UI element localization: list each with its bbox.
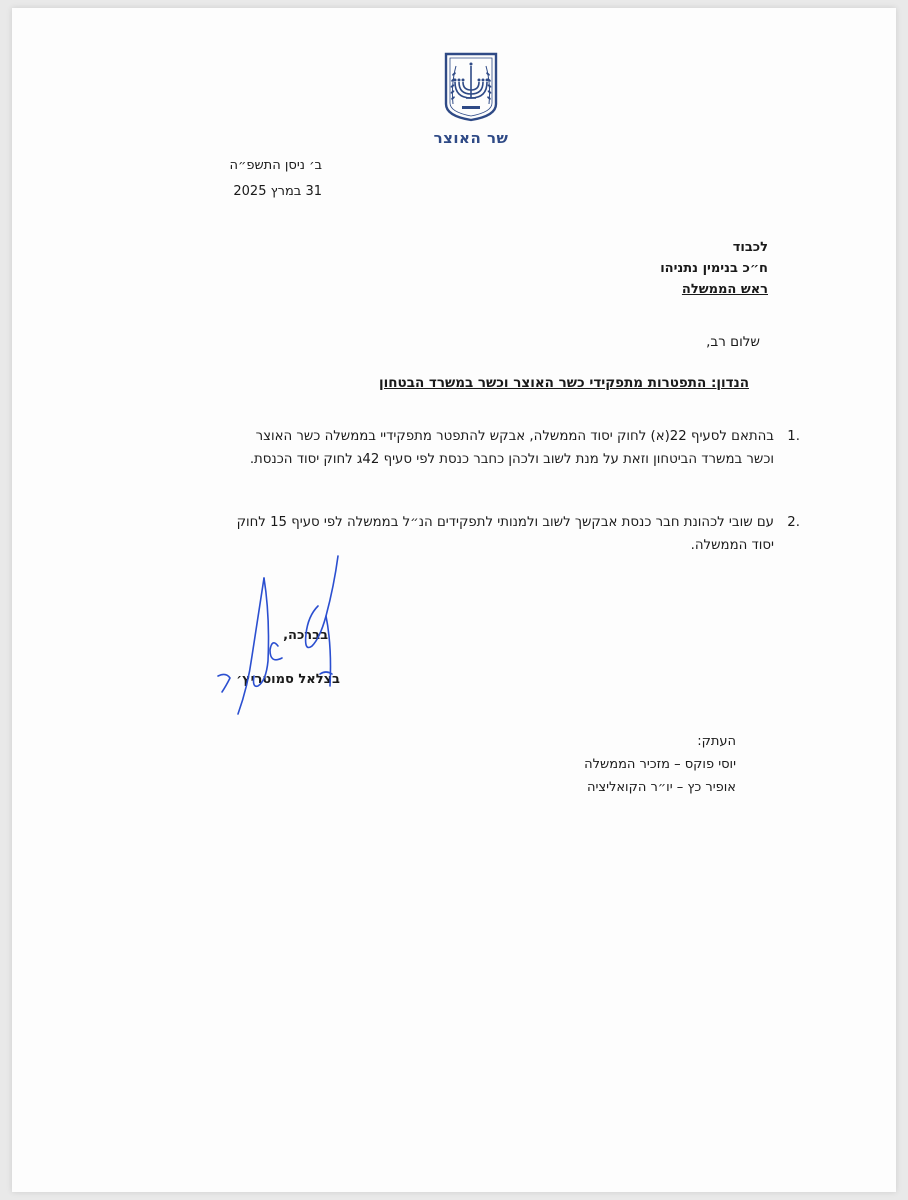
cc-block [436, 730, 736, 799]
handwritten-signature [208, 546, 358, 721]
subject-line [12, 375, 896, 391]
recipient-salutation: לכבוד [732, 240, 768, 255]
state-emblem-icon [442, 52, 500, 122]
greeting: שלום רב, [706, 334, 760, 350]
recipient-name: ח״כ בנימין נתניהו [660, 261, 768, 276]
closing: בברכה, [283, 628, 328, 643]
signer-name: בצלאל סמוטריץ׳ [236, 672, 340, 687]
paragraph-number: .1 [787, 429, 800, 444]
gregorian-date: 31 במרץ 2025 [233, 184, 322, 199]
hebrew-date: ב׳ ניסן התשפ״ה [229, 158, 322, 173]
paragraph-line: וכשר במשרד הביטחון וזאת על מנת לשוב ולכהן כחבר כנסת לפי סעיף 42ג לחוק יסוד הכנסת. [249, 452, 774, 467]
cc-label: העתק: [697, 734, 736, 749]
paragraph-1 [134, 425, 800, 471]
recipient-block [468, 237, 768, 300]
cc-entry: יוסי פוקס – מזכיר הממשלה [584, 757, 736, 772]
recipient-title: ראש הממשלה [681, 282, 768, 297]
paragraph-line: עם שובי לכהונת חבר כנסת אבקשך לשוב ולמנותי לתפקידים הנ״ל בממשלה לפי סעיף 15 לחוק [236, 515, 774, 530]
subject-text: הנדון: התפטרות מתפקידי כשר האוצר וכשר במשרד הבטחון [379, 375, 749, 391]
paragraph-line: בהתאם לסעיף 22(א) לחוק יסוד הממשלה, אבקש להתפטר מתפקידיי בממשלה כשר האוצר [255, 429, 774, 444]
letter-page [12, 8, 896, 1192]
office-title: שר האוצר [433, 129, 509, 147]
date-block [122, 153, 322, 205]
paragraph-line: יסוד הממשלה. [690, 538, 774, 553]
paragraph-number: .2 [787, 515, 800, 530]
cc-entry: אופיר כץ – יו״ר הקואליציה [586, 780, 736, 795]
